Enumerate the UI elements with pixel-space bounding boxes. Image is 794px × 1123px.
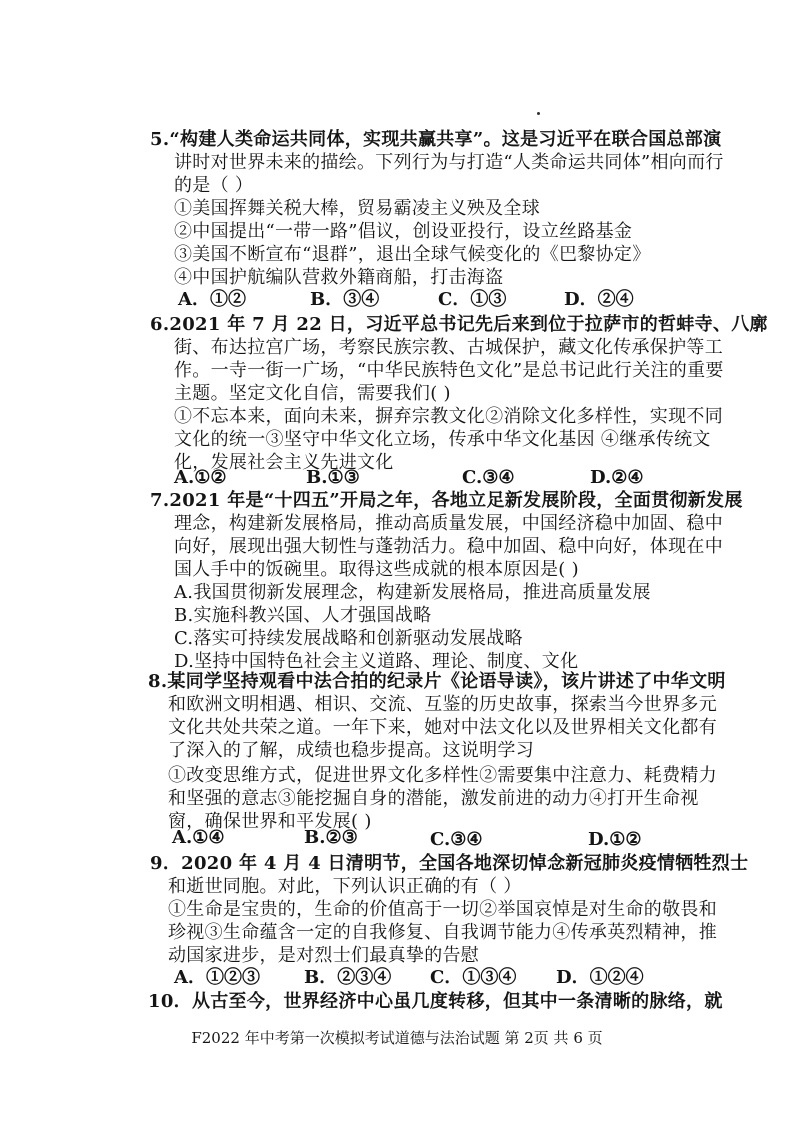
question-6-line-1: 6.2021 年 7 月 22 日，习近平总书记先后来到位于拉萨市的哲蚌寺、八廓	[150, 314, 768, 335]
question-9-statements-line-3: 动国家进步，是对烈士们最真挚的告慰	[168, 945, 480, 966]
question-9-option-c: C．①③④	[430, 967, 517, 988]
question-7-option-c: C.落实可持续发展战略和创新驱动发展战略	[174, 628, 523, 649]
question-6-option-c: C.③④	[462, 467, 515, 488]
question-5-option-b: B．③④	[310, 289, 380, 310]
question-8-option-d: D.①②	[588, 829, 642, 850]
question-8-option-b: B.②③	[304, 827, 358, 848]
question-5-line-1: 5.“构建人类命运共同体，实现共赢共享”。这是习近平在联合国总部演	[150, 129, 722, 150]
question-9-statements-line-1: ①生命是宝贵的，生命的价值高于一切②举国哀悼是对生命的敬畏和	[168, 899, 717, 920]
question-6-statements-line-1: ①不忘本来，面向未来，摒弃宗教文化②消除文化多样性，实现不同	[174, 406, 723, 427]
question-6-option-a: A.①②	[174, 467, 227, 488]
question-6-line-3: 作。一寺一街一广场，“中华民族特色文化”是总书记此行关注的重要	[174, 360, 724, 381]
question-9-option-b: B．②③④	[304, 967, 392, 988]
scan-speck	[537, 112, 540, 115]
page-footer: F2022 年中考第一次模拟考试道德与法治试题 第 2页 共 6 页	[191, 1029, 603, 1047]
question-8-statements-line-1: ①改变思维方式，促进世界文化多样性②需要集中注意力、耗费精力	[168, 765, 717, 786]
question-6-statements-line-3: 化，发展社会主义先进文化	[174, 452, 394, 473]
question-9-line-2: 和逝世同胞。对此，下列认识正确的有（ ）	[168, 876, 522, 897]
question-5-option-a: A．①②	[178, 289, 246, 310]
question-8-line-4: 了深入的了解，成绩也稳步提高。这说明学习	[168, 740, 534, 761]
question-8-option-c: C.③④	[430, 829, 483, 850]
question-6-statements-line-2: 文化的统一③坚守中华文化立场，传承中华文化基因 ④继承传统文	[174, 429, 711, 450]
question-7-line-3: 向好，展现出强大韧性与蓬勃活力。稳中加固、稳中向好，体现在中	[174, 536, 723, 557]
question-7-line-1: 7.2021 年是“十四五”开局之年，各地立足新发展阶段，全面贯彻新发展	[150, 490, 743, 511]
question-8-statements-line-2: 和坚强的意志③能挖掘自身的潜能，激发前进的动力④打开生命视	[168, 788, 699, 809]
question-5-line-2: 讲时对世界未来的描绘。下列行为与打造“人类命运共同体”相向而行	[174, 152, 724, 173]
question-7-line-4: 国人手中的饭碗里。取得这些成就的根本原因是( )	[174, 559, 579, 580]
question-6-line-2: 街、布达拉宫广场，考察民族宗教、古城保护，藏文化传承保护等工	[174, 337, 723, 358]
question-6-line-4: 主题。坚定文化自信，需要我们( )	[174, 383, 451, 404]
question-5-statement-1: ①美国挥舞关税大棒，贸易霸凌主义殃及全球	[174, 198, 540, 219]
question-5-option-d: D．②④	[564, 289, 634, 310]
question-5-statement-2: ②中国提出“一带一路”倡议，创设亚投行，设立丝路基金	[174, 221, 633, 242]
question-9-line-1: 9．2020 年 4 月 4 日清明节，全国各地深切悼念新冠肺炎疫情牺牲烈士	[150, 853, 749, 874]
question-8-line-3: 文化共处共荣之道。一年下来，她对中法文化以及世界相关文化都有	[168, 717, 717, 738]
question-5-line-3: 的是（ ）	[174, 175, 254, 196]
question-5-option-c: C．①③	[438, 289, 507, 310]
question-10-line-1: 10．从古至今，世界经济中心虽几度转移，但其中一条清晰的脉络，就	[148, 991, 723, 1012]
question-8-line-2: 和欧洲文明相遇、相识、交流、互鉴的历史故事，探索当今世界多元	[168, 694, 717, 715]
question-6-option-b: B.①③	[306, 467, 360, 488]
question-8-statements-line-3: 窗，确保世界和平发展( )	[168, 811, 372, 832]
question-5-statement-3: ③美国不断宣布“退群”，退出全球气候变化的《巴黎协定》	[174, 244, 651, 265]
question-7-option-b: B.实施科教兴国、人才强国战略	[174, 605, 432, 626]
question-8-option-a: A.①④	[172, 827, 225, 848]
question-6-option-d: D.②④	[590, 467, 644, 488]
question-9-option-d: D．①②④	[556, 967, 644, 988]
question-8-line-1: 8.某同学坚持观看中法合拍的纪录片《论语导读》，该片讲述了中华文明	[148, 671, 726, 692]
question-5-statement-4: ④中国护航编队营救外籍商船，打击海盗	[174, 267, 504, 288]
question-9-statements-line-2: 珍视③生命蕴含一定的自我修复、自我调节能力④传承英烈精神，推	[168, 922, 717, 943]
question-7-option-d: D.坚持中国特色社会主义道路、理论、制度、文化	[174, 651, 579, 672]
question-9-option-a: A．①②③	[174, 967, 260, 988]
question-7-line-2: 理念，构建新发展格局，推动高质量发展，中国经济稳中加固、稳中	[174, 513, 723, 534]
question-7-option-a: A.我国贯彻新发展理念，构建新发展格局，推进高质量发展	[174, 582, 651, 603]
